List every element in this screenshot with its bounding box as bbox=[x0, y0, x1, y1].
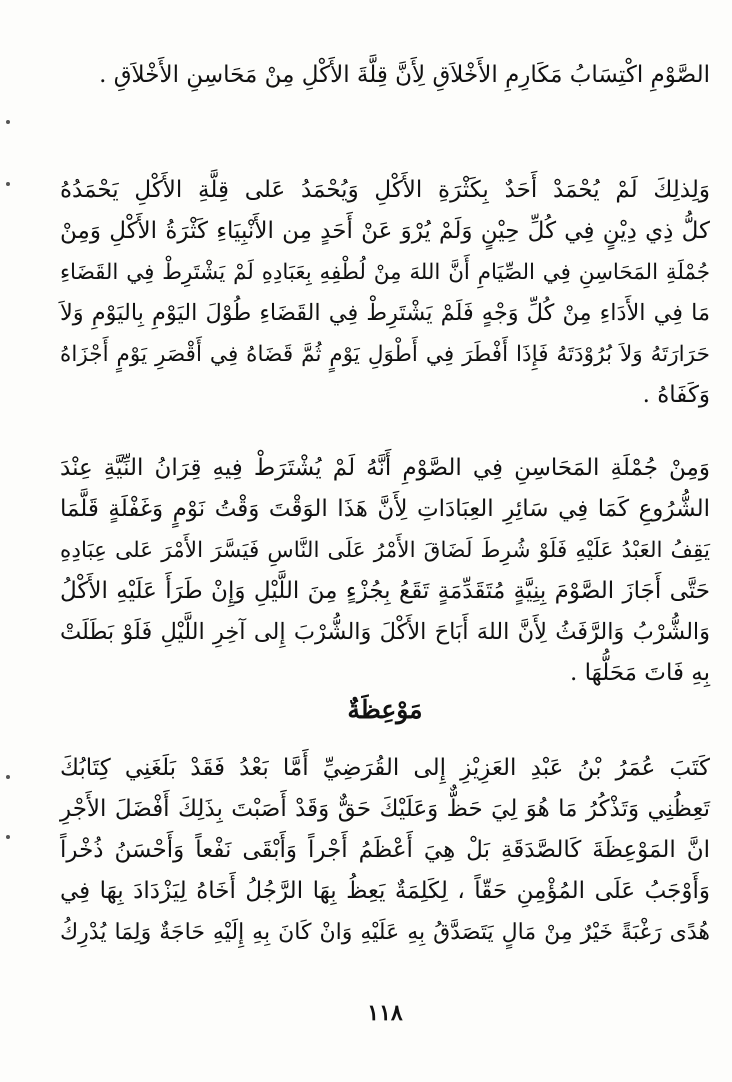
book-page bbox=[60, 50, 710, 1050]
text-line: هُدًى رَغْبَةً خَيْرٌ مِنْ مَالٍ يَتَصَدَّقُ بِهِ عَلَيْهِ وَانْ كَانَ بِهِ إِلَيْهِ حَاجَةٌ وَلِمَا يُدْرِكُ bbox=[60, 920, 710, 945]
text-line: وَأَوْجَبُ عَلَى المُؤْمِنِ حَقّاً ، لِكَلِمَةٌ يَعِظُ بِهَا الرَّجُلُ أَخَاهُ لِيَزْدَادَ بِهَا فِي bbox=[60, 878, 710, 904]
text-line: تَعِظُنِي وَتَذْكُرُ مَا هُوَ لِيَ حَظٌّ وَعَلَيْكَ حَقٌّ وَقَدْ أَصَبْتَ بِذَلِكَ أَفْضَلَ الأَجْرِ bbox=[60, 796, 710, 822]
margin-speck bbox=[6, 120, 10, 124]
section-heading: مَوْعِظَةٌ bbox=[347, 695, 423, 724]
text-line: حَرَارَتَهُ وَلاَ بُرُوْدَتَهُ فَإِذَا أَفْطَرَ فِي أَطْوَلِ يَوْمٍ ثُمَّ قَضَاهُ فِي أَقْصَرِ يَوْمٍ أَجْزَاهُ bbox=[60, 342, 710, 367]
text-line: كلُّ ذِي دِيْنٍ فِي كُلِّ حِيْنٍ وَلَمْ يُرْوَ عَنْ أَحَدٍ مِن الأَنْبِيَاءِ كَثْرَةُ الأَكْلِ وَمِنْ bbox=[60, 218, 710, 244]
text-line: حَتَّى أَجَازَ الصَّوْمَ بِنِيَّةٍ مُتَقَدِّمَةٍ تَقَعُ بِجُزْءٍ مِنَ اللَّيْلِ وَإِنْ طَرَأَ عَلَيْهِ الأَكْلُ bbox=[60, 578, 710, 604]
paragraph-1 bbox=[60, 55, 710, 96]
text-line: كَتَبَ عُمَرُ بْنُ عَبْدِ العَزِيْزِ إِلى القُرَضِيِّ أَمَّا بَعْدُ فَقَدْ بَلَغَنِي كِتَابُكَ bbox=[60, 755, 710, 781]
text-line: مَا فِي الأَدَاءِ مِنْ كُلِّ وَجْهٍ فَلَمْ يَشْتَرِطْ فِي القَضَاءِ طُوْلَ اليَوْمِ بِاليَوْمِ وَلاَ bbox=[60, 300, 710, 326]
text-line: وَكَفَاهُ . bbox=[642, 382, 710, 408]
paragraph-4 bbox=[60, 748, 710, 953]
text-line: يَقِفُ العَبْدُ عَلَيْهِ فَلَوْ شُرِطَ لَضَاقَ الأَمْرُ عَلَى النَّاسِ فَيَسَّرَ الأَمْرَ عَلى عِبَادِهِ bbox=[60, 538, 710, 563]
margin-speck bbox=[6, 182, 10, 186]
text-line: انَّ المَوْعِظَةَ كَالصَّدَقَةِ بَلْ هِيَ أَعْظَمُ أَجْراً وَأَبْقَى نَفْعاً وَأَحْسَنُ ذُخْراً bbox=[60, 837, 710, 863]
margin-speck bbox=[6, 835, 10, 839]
paragraph-3 bbox=[60, 448, 710, 694]
paragraph-2 bbox=[60, 170, 710, 416]
page-number: ١١٨ bbox=[367, 1000, 403, 1026]
text-line: جُمْلَةِ المَحَاسِنِ فِي الصِّيَامِ أَنَّ اللهَ مِنْ لُطْفِهِ بِعَبَادِهِ لَمْ يَشْتَرِطْ فِي القَضَاءِ bbox=[60, 260, 710, 285]
text-line: الصَّوْمِ اكْتِسَابُ مَكَارِمِ الأَخْلاَقِ لِأَنَّ قِلَّةَ الأَكْلِ مِنْ مَحَاسِنِ الأَخْلاَقِ . bbox=[99, 62, 710, 88]
text-line: الشُّرُوعِ كَمَا فِي سَائِرِ العِبَادَاتِ لِأَنَّ هَذَا الوَقْتَ وَقْتُ نَوْمٍ وَغَفْلَةٍ قَلَّمَا bbox=[60, 496, 711, 522]
text-line: وَلِذلِكَ لَمْ يُحْمَدْ أَحَدٌ بِكَثْرَةِ الأَكْلِ وَيُحْمَدُ عَلى قِلَّةِ الأَكْلِ يَحْمَدُهُ bbox=[60, 177, 710, 203]
margin-speck bbox=[6, 775, 10, 779]
text-line: وَمِنْ جُمْلَةِ المَحَاسِنِ فِي الصَّوْمِ أَنَّهُ لَمْ يُشْتَرَطْ فِيهِ قِرَانُ النِّيَّةِ عِنْدَ bbox=[60, 455, 710, 481]
text-line: وَالشُّرْبُ وَالرَّفَثُ لِأَنَّ اللهَ أَبَاحَ الأَكْلَ وَالشُّرْبَ إِلى آخِرِ اللَّيْلِ فَلَوْ بَطَلَتْ bbox=[60, 619, 710, 645]
text-line: بِهِ فَاتَ مَحَلُّهَا . bbox=[569, 660, 710, 686]
